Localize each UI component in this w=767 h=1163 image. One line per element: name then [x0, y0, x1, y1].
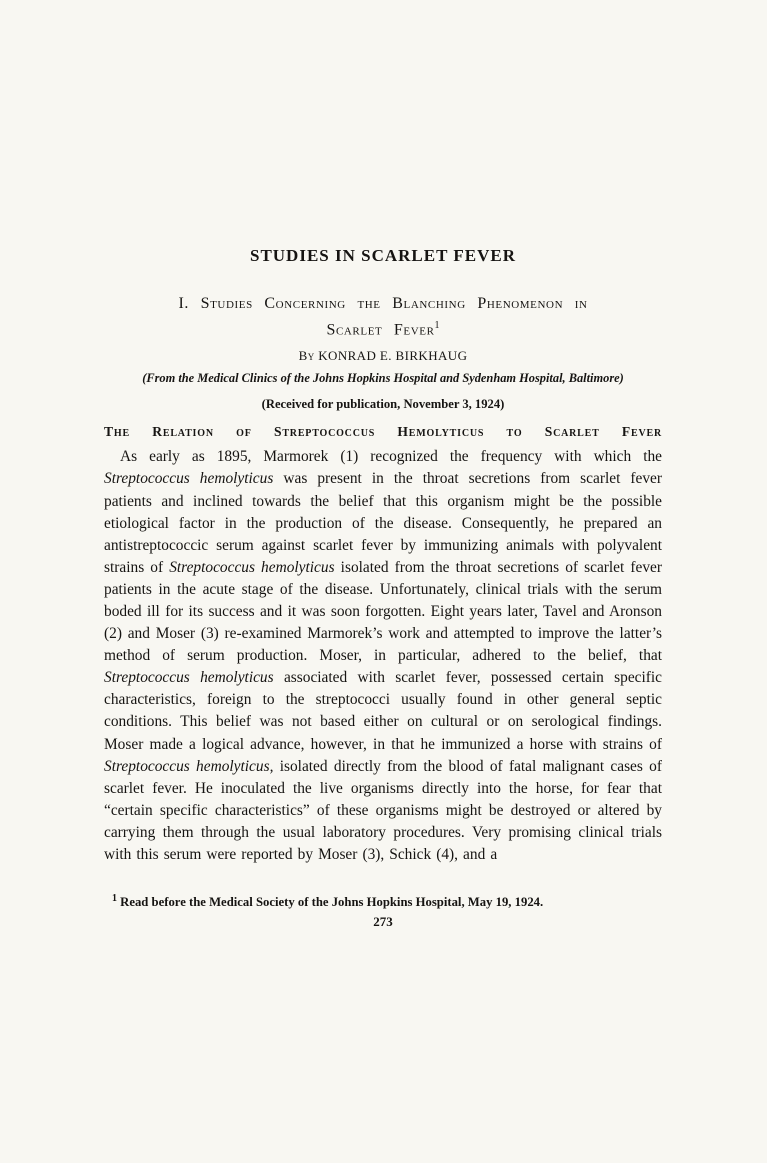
- received-note: (Received for publication, November 3, 1924): [261, 397, 505, 412]
- paragraph-segment: Streptococcus hemolyticus: [169, 558, 335, 576]
- paragraph-segment: associated with scarlet fever, possessed certain specific characteristics, foreign to the streptococci usually found in other general septic conditions. This belief was not based either on cultural or on serological findings. Moser made a logical advance, however, in that he immunized a horse with strains of: [104, 669, 662, 753]
- affiliation-note: (From the Medical Clinics of the Johns Hopkins Hospital and Sydenham Hospital, Baltimore): [142, 371, 624, 386]
- paragraph-segment: Streptococcus hemolyticus,: [104, 757, 274, 775]
- article-title: STUDIES IN SCARLET FEVER: [249, 246, 516, 265]
- paragraph-segment: As early as 1895, Marmorek (1) recognized the frequency with which the: [120, 448, 662, 466]
- page-number: 273: [373, 914, 393, 930]
- paragraph-segment: isolated from the throat secretions of scarlet fever patients in the acute stage of the disease. Unfortunately, clinical trials with the serum boded ill for its success and it was soon forgotten. Eight years later, Tavel and Aronson (2) and Moser (3) re-examined Marmorek’s work and attempted to improve the latter’s method of serum production. Moser, in particular, adhered to the belief, that: [104, 558, 662, 665]
- subtitle-line-2: [104, 315, 662, 341]
- body-paragraph: [104, 446, 662, 866]
- footnote: [104, 893, 662, 910]
- paragraph-segment: Streptococcus hemolyticus: [104, 470, 274, 488]
- paragraph-segment: was present in the throat secretions from scarlet fever patients and inclined towards the belief that this organism might be the possible etiological factor in the production of the disease. Consequently, he prepared an antistreptococcic serum against scarlet fever by immunizing animals with polyvalent strains of: [104, 470, 662, 576]
- section-heading: The Relation of Streptococcus Hemolyticus to Scarlet Fever: [104, 424, 662, 440]
- byline: By KONRAD E. BIRKHAUG: [298, 348, 468, 364]
- article-subtitle: [104, 293, 662, 341]
- subtitle-footnote-marker: 1: [434, 320, 440, 331]
- subtitle-line-2-text: Scarlet Fever: [326, 321, 435, 339]
- subtitle-line-1: I. Studies Concerning the Blanching Phenomenon in: [178, 295, 588, 312]
- footnote-text: Read before the Medical Society of the Johns Hopkins Hospital, May 19, 1924.: [120, 895, 544, 910]
- paragraph-segment: Streptococcus hemolyticus: [104, 669, 274, 687]
- article-content: [104, 246, 662, 930]
- footnote-marker: 1: [112, 893, 117, 905]
- paragraph-segment: isolated directly from the blood of fatal malignant cases of scarlet fever. He inoculated the live organisms directly into the horse, for fear that “certain specific characteristics” of these organisms might be destroyed or altered by carrying them through the usual laboratory procedures. Very promising clinical trials with this serum were reported by Moser (3), Schick (4), and a: [104, 757, 662, 864]
